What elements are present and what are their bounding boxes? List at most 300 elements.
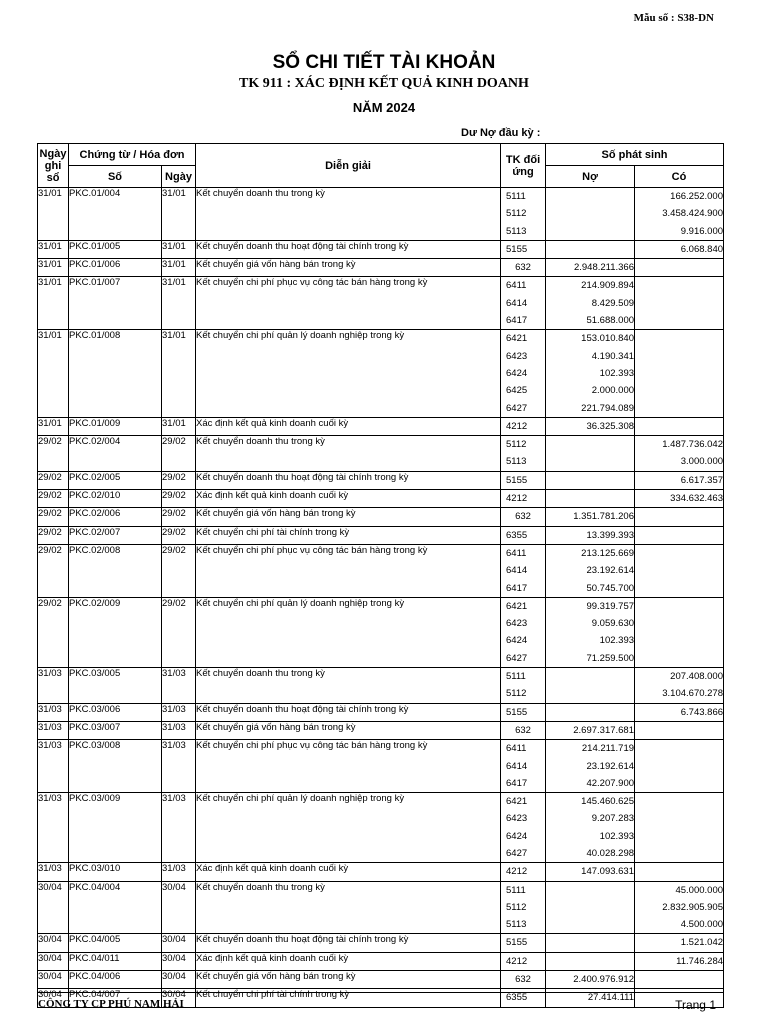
credit-amount	[635, 562, 723, 579]
entry-description: Kết chuyển doanh thu hoạt động tài chính trong kỳ	[196, 934, 501, 952]
credit-amount	[635, 382, 723, 399]
debit-cell	[546, 863, 635, 881]
entry-date: 31/01	[38, 188, 69, 241]
entry-date: 30/04	[38, 971, 69, 989]
account-subtitle: TK 911 : XÁC ĐỊNH KẾT QUẢ KINH DOANH	[239, 76, 529, 91]
voucher-date: 29/02	[162, 490, 196, 508]
voucher-date: 30/04	[162, 881, 196, 934]
voucher-date: 31/03	[162, 793, 196, 863]
table-row	[38, 971, 724, 989]
debit-cell	[546, 793, 635, 863]
debit-cell	[546, 597, 635, 667]
debit-cell	[546, 417, 635, 435]
contra-account: 6424	[506, 635, 528, 647]
table-row	[38, 881, 724, 934]
entry-description: Kết chuyển chi phí tài chính trong kỳ	[196, 526, 501, 544]
voucher-number: PKC.04/005	[69, 934, 162, 952]
table-row	[38, 934, 724, 952]
credit-cell	[635, 793, 724, 863]
entry-description: Kết chuyển doanh thu trong kỳ	[196, 881, 501, 934]
table-row	[38, 703, 724, 721]
contra-account: 5155	[506, 474, 528, 486]
voucher-number: PKC.01/008	[69, 330, 162, 417]
debit-amount: 9.059.630	[591, 618, 635, 630]
table-row	[38, 277, 724, 330]
contra-account: 6417	[506, 582, 528, 594]
debit-amount: 2.400.976.912	[573, 974, 635, 986]
credit-cell	[635, 863, 724, 881]
credit-amount: 2.832.905.905	[662, 901, 724, 913]
header-voucher-group: Chứng từ / Hóa đơn	[69, 144, 196, 166]
contra-account: 6427	[506, 652, 528, 664]
voucher-number: PKC.03/009	[69, 793, 162, 863]
contra-account-cell	[501, 952, 546, 970]
contra-account: 6411	[506, 743, 527, 755]
credit-amount	[635, 508, 723, 525]
credit-amount	[635, 810, 723, 827]
credit-amount	[635, 758, 723, 775]
contra-account-cell	[501, 417, 546, 435]
entry-description: Kết chuyển giá vốn hàng bán trong kỳ	[196, 971, 501, 989]
contra-account: 4212	[506, 493, 528, 505]
voucher-number: PKC.02/010	[69, 490, 162, 508]
debit-amount: 147.093.631	[581, 866, 635, 878]
contra-account-cell	[501, 971, 546, 989]
table-row	[38, 188, 724, 241]
contra-account-cell	[501, 740, 546, 793]
contra-account: 4212	[506, 955, 528, 967]
contra-account: 5155	[506, 937, 528, 949]
credit-cell	[635, 240, 724, 258]
table-row	[38, 417, 724, 435]
credit-amount: 166.252.000	[670, 191, 724, 202]
entry-date: 29/02	[38, 436, 69, 472]
contra-account: 6417	[506, 777, 528, 789]
credit-cell	[635, 417, 724, 435]
debit-cell	[546, 703, 635, 721]
entry-description: Kết chuyển doanh thu hoạt động tài chính trong kỳ	[196, 703, 501, 721]
ledger-table	[37, 143, 724, 1008]
voucher-date: 30/04	[162, 952, 196, 970]
voucher-date: 31/01	[162, 330, 196, 417]
credit-amount	[635, 330, 723, 347]
debit-amount: 2.697.317.681	[573, 724, 635, 736]
table-row	[38, 597, 724, 667]
entry-date: 31/01	[38, 277, 69, 330]
table-row	[38, 952, 724, 970]
debit-amount: 42.207.900	[586, 777, 635, 789]
debit-amount: 9.207.283	[591, 813, 635, 825]
entry-date: 30/04	[38, 881, 69, 934]
credit-cell	[635, 703, 724, 721]
contra-account-cell	[501, 330, 546, 417]
debit-amount	[546, 188, 634, 205]
voucher-date: 31/01	[162, 240, 196, 258]
voucher-date: 31/03	[162, 740, 196, 793]
voucher-date: 31/01	[162, 277, 196, 330]
credit-cell	[635, 508, 724, 526]
debit-cell	[546, 471, 635, 489]
voucher-number: PKC.03/010	[69, 863, 162, 881]
entry-description: Kết chuyển chi phí quản lý doanh nghiệp trong kỳ	[196, 330, 501, 417]
entry-description: Xác định kết quả kinh doanh cuối kỳ	[196, 952, 501, 970]
contra-account: 5112	[506, 901, 527, 913]
table-row	[38, 740, 724, 793]
debit-cell	[546, 881, 635, 934]
contra-account-cell	[501, 259, 546, 277]
contra-account-cell	[501, 240, 546, 258]
debit-amount: 99.319.757	[586, 600, 635, 612]
contra-account-cell	[501, 934, 546, 952]
debit-cell	[546, 526, 635, 544]
voucher-number: PKC.03/006	[69, 703, 162, 721]
debit-cell	[546, 259, 635, 277]
debit-cell	[546, 277, 635, 330]
header-voucher-date: Ngày	[162, 166, 196, 188]
voucher-number: PKC.03/007	[69, 721, 162, 739]
credit-amount	[635, 277, 723, 294]
contra-account: 6423	[506, 350, 528, 362]
table-row	[38, 240, 724, 258]
contra-account: 6414	[506, 565, 528, 577]
entry-description: Kết chuyển giá vốn hàng bán trong kỳ	[196, 508, 501, 526]
contra-account: 6411	[506, 547, 527, 559]
debit-amount: 153.010.840	[581, 333, 635, 345]
debit-cell	[546, 952, 635, 970]
voucher-date: 30/04	[162, 989, 196, 1007]
debit-amount	[546, 668, 634, 685]
form-code: Mẫu số : S38-DN	[633, 12, 714, 24]
credit-cell	[635, 934, 724, 952]
voucher-number: PKC.04/007	[69, 989, 162, 1007]
debit-amount: 8.429.509	[591, 297, 635, 309]
table-row	[38, 508, 724, 526]
contra-account: 632	[515, 974, 531, 986]
contra-account: 6414	[506, 297, 528, 309]
debit-amount	[546, 899, 634, 916]
header-contra-account: TK đối ứng	[501, 144, 546, 188]
table-row	[38, 490, 724, 508]
contra-account: 5112	[506, 688, 527, 700]
entry-date: 29/02	[38, 508, 69, 526]
entry-description: Kết chuyển doanh thu trong kỳ	[196, 668, 501, 704]
debit-amount: 214.211.719	[581, 743, 635, 755]
debit-amount	[546, 934, 634, 951]
credit-cell	[635, 259, 724, 277]
contra-account-cell	[501, 508, 546, 526]
credit-amount	[635, 418, 723, 435]
contra-account: 5112	[506, 439, 527, 451]
voucher-date: 31/01	[162, 188, 196, 241]
table-row	[38, 544, 724, 597]
voucher-number: PKC.01/006	[69, 259, 162, 277]
entry-date: 31/03	[38, 740, 69, 793]
header-amount-group: Số phát sinh	[546, 144, 724, 166]
contra-account-cell	[501, 597, 546, 667]
contra-account: 6355	[506, 529, 528, 541]
voucher-date: 30/04	[162, 971, 196, 989]
contra-account: 5111	[506, 671, 526, 683]
contra-account: 6427	[506, 847, 528, 859]
credit-amount	[635, 740, 723, 757]
contra-account: 6355	[506, 992, 528, 1004]
credit-cell	[635, 471, 724, 489]
debit-cell	[546, 971, 635, 989]
debit-amount: 102.393	[599, 635, 635, 647]
debit-amount: 50.745.700	[586, 582, 635, 594]
credit-amount: 6.068.840	[680, 243, 724, 255]
debit-cell	[546, 188, 635, 241]
credit-amount: 6.617.357	[680, 474, 724, 486]
debit-cell	[546, 721, 635, 739]
credit-amount: 334.632.463	[670, 493, 724, 505]
voucher-number: PKC.04/004	[69, 881, 162, 934]
voucher-date: 31/03	[162, 668, 196, 704]
voucher-number: PKC.03/005	[69, 668, 162, 704]
debit-amount	[546, 472, 634, 489]
header-debit: Nợ	[546, 166, 635, 188]
entry-description: Kết chuyển doanh thu trong kỳ	[196, 188, 501, 241]
entry-description: Xác định kết quả kinh doanh cuối kỳ	[196, 490, 501, 508]
voucher-number: PKC.04/006	[69, 971, 162, 989]
voucher-number: PKC.01/005	[69, 240, 162, 258]
debit-amount	[546, 490, 634, 507]
credit-cell	[635, 952, 724, 970]
footer-divider	[37, 992, 723, 993]
debit-amount: 4.190.341	[591, 350, 635, 362]
contra-account: 5112	[506, 208, 527, 220]
credit-amount	[635, 312, 723, 329]
entry-date: 30/04	[38, 989, 69, 1007]
debit-amount: 102.393	[599, 367, 635, 379]
entry-description: Kết chuyển chi phí phục vụ công tác bán hàng trong kỳ	[196, 740, 501, 793]
entry-description: Xác định kết quả kinh doanh cuối kỳ	[196, 417, 501, 435]
credit-amount: 3.000.000	[680, 456, 724, 468]
entry-description: Kết chuyển giá vốn hàng bán trong kỳ	[196, 721, 501, 739]
table-row	[38, 526, 724, 544]
credit-cell	[635, 668, 724, 704]
credit-cell	[635, 881, 724, 934]
contra-account: 6417	[506, 315, 528, 327]
voucher-number: PKC.01/009	[69, 417, 162, 435]
credit-amount	[635, 650, 723, 667]
voucher-number: PKC.02/007	[69, 526, 162, 544]
voucher-number: PKC.02/005	[69, 471, 162, 489]
contra-account: 5113	[506, 225, 527, 237]
voucher-date: 30/04	[162, 934, 196, 952]
debit-amount	[546, 916, 634, 933]
debit-amount: 221.794.089	[581, 402, 635, 414]
voucher-number: PKC.03/008	[69, 740, 162, 793]
contra-account-cell	[501, 544, 546, 597]
entry-description: Kết chuyển chi phí quản lý doanh nghiệp trong kỳ	[196, 597, 501, 667]
debit-amount: 36.325.308	[586, 420, 635, 432]
entry-date: 31/01	[38, 330, 69, 417]
credit-cell	[635, 721, 724, 739]
credit-cell	[635, 436, 724, 472]
contra-account-cell	[501, 526, 546, 544]
credit-amount	[635, 365, 723, 382]
credit-cell	[635, 597, 724, 667]
header-description: Diễn giải	[196, 144, 501, 188]
credit-amount: 45.000.000	[675, 884, 724, 896]
voucher-number: PKC.02/009	[69, 597, 162, 667]
entry-date: 31/03	[38, 793, 69, 863]
contra-account: 5155	[506, 243, 528, 255]
contra-account: 5111	[506, 191, 526, 202]
debit-amount	[546, 205, 634, 222]
contra-account-cell	[501, 471, 546, 489]
credit-amount	[635, 615, 723, 632]
credit-amount: 1.487.736.042	[662, 439, 724, 451]
entry-date: 29/02	[38, 526, 69, 544]
debit-amount	[546, 241, 634, 258]
company-name: CÔNG TY CP PHÚ NAM HẢI	[38, 998, 184, 1010]
credit-cell	[635, 971, 724, 989]
credit-amount	[635, 775, 723, 792]
credit-amount	[635, 259, 723, 276]
contra-account-cell	[501, 188, 546, 241]
debit-amount: 2.948.211.366	[573, 262, 635, 274]
voucher-date: 31/01	[162, 259, 196, 277]
credit-cell	[635, 526, 724, 544]
voucher-number: PKC.04/011	[69, 952, 162, 970]
table-row	[38, 330, 724, 417]
header-voucher-no: Số	[69, 166, 162, 188]
debit-cell	[546, 668, 635, 704]
debit-amount: 13.399.393	[586, 529, 635, 541]
contra-account: 632	[515, 511, 531, 523]
debit-amount: 2.000.000	[591, 385, 635, 397]
contra-account-cell	[501, 793, 546, 863]
credit-amount	[635, 545, 723, 562]
contra-account-cell	[501, 703, 546, 721]
table-row	[38, 863, 724, 881]
page-number: Trang 1	[675, 998, 716, 1012]
voucher-date: 29/02	[162, 436, 196, 472]
credit-amount: 1.521.042	[680, 937, 724, 949]
contra-account-cell	[501, 881, 546, 934]
debit-amount	[546, 704, 634, 721]
report-year: NĂM 2024	[352, 100, 416, 115]
voucher-date: 31/03	[162, 703, 196, 721]
debit-amount: 71.259.500	[586, 652, 635, 664]
contra-account: 5113	[506, 456, 527, 468]
debit-cell	[546, 508, 635, 526]
entry-description: Kết chuyển chi phí phục vụ công tác bán hàng trong kỳ	[196, 277, 501, 330]
credit-cell	[635, 330, 724, 417]
table-row	[38, 436, 724, 472]
table-row	[38, 668, 724, 704]
page-title: SỔ CHI TIẾT TÀI KHOẢN	[272, 52, 496, 73]
credit-amount: 207.408.000	[670, 671, 724, 683]
debit-amount: 102.393	[599, 830, 635, 842]
credit-amount	[635, 348, 723, 365]
debit-amount	[546, 453, 634, 470]
entry-date: 31/01	[38, 417, 69, 435]
entry-date: 31/01	[38, 240, 69, 258]
debit-amount: 23.192.614	[586, 760, 635, 772]
entry-description: Kết chuyển chi phí tài chính trong kỳ	[196, 989, 501, 1007]
contra-account: 632	[515, 724, 531, 736]
debit-amount: 145.460.625	[581, 796, 635, 808]
opening-balance-label: Dư Nợ đầu kỳ :	[461, 127, 541, 139]
table-row	[38, 721, 724, 739]
contra-account: 6423	[506, 813, 528, 825]
debit-cell	[546, 436, 635, 472]
debit-amount	[546, 436, 634, 453]
credit-amount	[635, 580, 723, 597]
credit-cell	[635, 188, 724, 241]
debit-amount: 40.028.298	[586, 847, 635, 859]
entry-description: Kết chuyển doanh thu hoạt động tài chính trong kỳ	[196, 240, 501, 258]
entry-description: Xác định kết quả kinh doanh cuối kỳ	[196, 863, 501, 881]
credit-amount	[635, 722, 723, 739]
debit-amount	[546, 953, 634, 970]
ledger-body	[38, 188, 724, 1008]
debit-cell	[546, 240, 635, 258]
credit-amount	[635, 793, 723, 810]
contra-account: 6427	[506, 402, 528, 414]
contra-account: 5155	[506, 706, 528, 718]
credit-amount: 3.104.670.278	[662, 688, 724, 700]
contra-account: 6425	[506, 385, 528, 397]
credit-amount	[635, 598, 723, 615]
credit-amount	[635, 828, 723, 845]
debit-amount: 214.909.894	[581, 280, 635, 292]
voucher-date: 29/02	[162, 544, 196, 597]
entry-description: Kết chuyển doanh thu hoạt động tài chính trong kỳ	[196, 471, 501, 489]
credit-amount	[635, 863, 723, 880]
voucher-date: 31/03	[162, 863, 196, 881]
credit-amount: 4.500.000	[680, 919, 724, 931]
entry-date: 30/04	[38, 952, 69, 970]
debit-cell	[546, 544, 635, 597]
contra-account: 632	[515, 262, 531, 274]
contra-account: 6421	[506, 333, 528, 345]
voucher-date: 29/02	[162, 597, 196, 667]
table-row	[38, 471, 724, 489]
voucher-number: PKC.01/004	[69, 188, 162, 241]
entry-date: 30/04	[38, 934, 69, 952]
entry-date: 31/03	[38, 703, 69, 721]
entry-date: 31/03	[38, 721, 69, 739]
contra-account: 6424	[506, 367, 528, 379]
contra-account: 6414	[506, 760, 528, 772]
debit-amount: 27.414.111	[587, 992, 635, 1004]
debit-cell	[546, 330, 635, 417]
contra-account-cell	[501, 436, 546, 472]
voucher-number: PKC.02/008	[69, 544, 162, 597]
entry-description: Kết chuyển chi phí phục vụ công tác bán hàng trong kỳ	[196, 544, 501, 597]
contra-account: 6411	[506, 280, 527, 292]
entry-date: 31/03	[38, 863, 69, 881]
voucher-date: 29/02	[162, 508, 196, 526]
table-row	[38, 259, 724, 277]
voucher-date: 31/01	[162, 417, 196, 435]
entry-date: 31/01	[38, 259, 69, 277]
debit-amount	[546, 223, 634, 240]
debit-amount: 1.351.781.206	[573, 511, 635, 523]
voucher-date: 29/02	[162, 471, 196, 489]
entry-date: 29/02	[38, 597, 69, 667]
entry-date: 31/03	[38, 668, 69, 704]
entry-description: Kết chuyển giá vốn hàng bán trong kỳ	[196, 259, 501, 277]
contra-account-cell	[501, 277, 546, 330]
credit-amount	[635, 400, 723, 417]
debit-amount	[546, 882, 634, 899]
credit-amount: 3.458.424.900	[662, 208, 724, 220]
